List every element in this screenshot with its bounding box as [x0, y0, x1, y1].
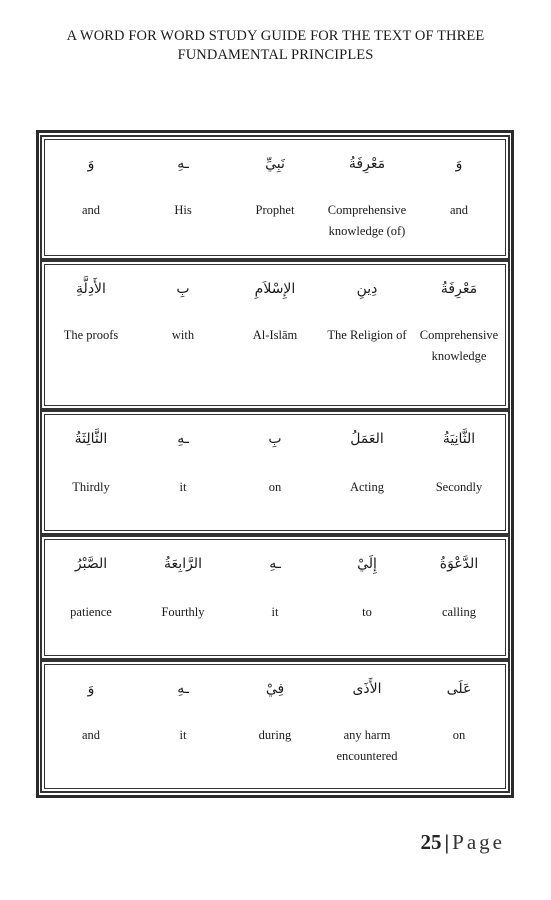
english-word: it: [179, 728, 187, 742]
arabic-word: ـهِ: [269, 556, 281, 572]
arabic-word: الأَذَى: [352, 681, 382, 697]
arabic-word: الصَّبْرُ: [74, 556, 108, 572]
header-line-2: FUNDAMENTAL PRINCIPLES: [177, 47, 374, 63]
page-number: 25: [420, 830, 442, 854]
arabic-word: الأَدِلَّةِ: [76, 281, 106, 297]
english-word: Thirdly: [72, 480, 110, 494]
arabic-word: وَ: [87, 156, 95, 172]
english-word: patience: [70, 605, 112, 619]
english-row: [45, 477, 505, 498]
arabic-word: ـهِ: [177, 156, 189, 172]
arabic-word: ـهِ: [177, 431, 189, 447]
arabic-word: دِينِ: [356, 281, 378, 297]
english-word: on: [452, 728, 466, 742]
footer-separator: |: [444, 830, 450, 854]
english-word: Al-Islām: [252, 328, 298, 342]
arabic-word: الرَّابِعَةُ: [164, 556, 202, 572]
arabic-word: مَعْرِفَةُ: [440, 281, 478, 297]
arabic-word: ـهِ: [177, 681, 189, 697]
english-word: Secondly: [435, 480, 483, 494]
arabic-word: نَبِيِّ: [265, 156, 285, 172]
vocab-block-2: [44, 264, 506, 406]
english-word: to: [362, 605, 372, 619]
english-row: [45, 325, 505, 367]
arabic-word: إِلَيْ: [357, 556, 377, 572]
arabic-row: [45, 554, 505, 575]
english-word: Acting: [349, 480, 385, 494]
arabic-word: الإِسْلاَمِ: [254, 281, 296, 297]
header-line-1: A WORD FOR WORD STUDY GUIDE FOR THE TEXT OF THREE: [66, 28, 485, 44]
english-row: [45, 602, 505, 623]
arabic-word: الدَّعْوَةُ: [439, 556, 479, 572]
vocabulary-table-frame: [36, 130, 514, 798]
english-word: with: [171, 328, 195, 342]
vocab-block-1: [44, 139, 506, 256]
english-word: calling: [441, 605, 476, 619]
arabic-row: [45, 679, 505, 700]
english-word: during: [258, 728, 292, 742]
english-row: [45, 200, 505, 242]
english-word: and: [81, 203, 101, 217]
english-row: [45, 725, 505, 767]
page-header: [20, 27, 531, 65]
english-word: it: [179, 480, 187, 494]
english-word: Prophet: [255, 203, 295, 217]
english-word: His: [174, 203, 192, 217]
english-word: Comprehensive knowledge (of): [327, 203, 407, 238]
english-word: on: [268, 480, 282, 494]
arabic-word: بِ: [176, 281, 190, 297]
arabic-word: بِ: [268, 431, 282, 447]
vocab-block-5: [44, 664, 506, 789]
arabic-word: الثَّانِيَةُ: [442, 431, 476, 447]
arabic-word: فِيْ: [265, 681, 285, 697]
english-word: The proofs: [63, 328, 119, 342]
arabic-row: [45, 429, 505, 450]
arabic-word: وَ: [87, 681, 95, 697]
vocab-block-4: [44, 539, 506, 656]
arabic-word: الثَّالِثَةُ: [74, 431, 108, 447]
arabic-word: مَعْرِفَةُ: [348, 156, 386, 172]
vocab-block-3: [44, 414, 506, 531]
page-label: Page: [452, 830, 505, 854]
english-word: it: [271, 605, 279, 619]
english-word: Fourthly: [161, 605, 205, 619]
english-word: and: [449, 203, 469, 217]
arabic-row: [45, 154, 505, 175]
arabic-word: العَمَلُ: [350, 431, 384, 447]
page-footer: [421, 830, 505, 855]
english-word: The Religion of: [327, 328, 407, 342]
english-word: Comprehensive knowledge: [419, 328, 499, 363]
arabic-row: [45, 279, 505, 300]
arabic-word: وَ: [455, 156, 463, 172]
arabic-word: عَلَى: [446, 681, 472, 697]
english-word: and: [81, 728, 101, 742]
english-word: any harm encountered: [336, 728, 398, 763]
